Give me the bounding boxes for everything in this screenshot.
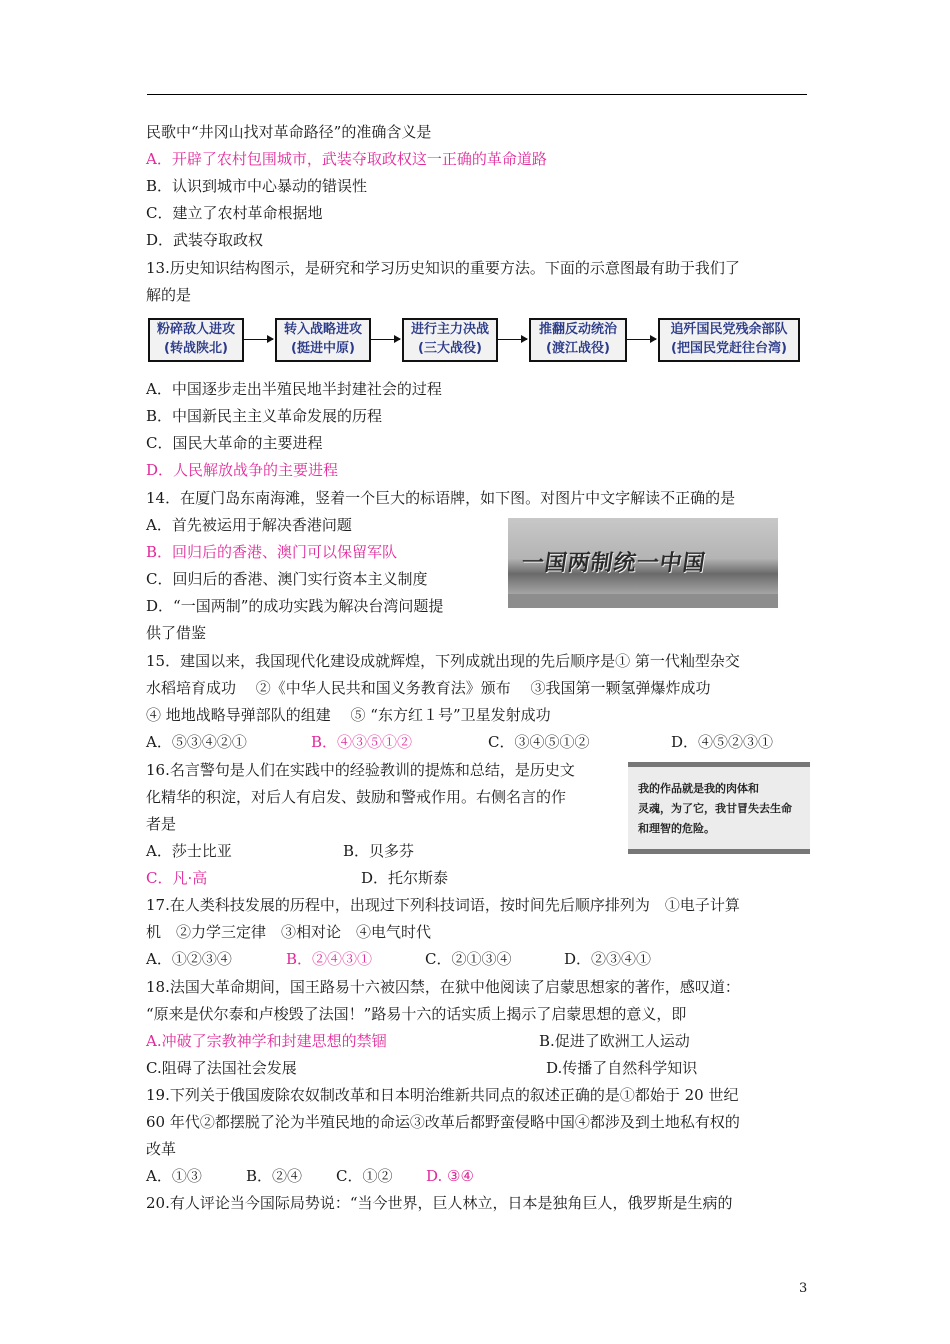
- answer-option: C．建立了农村革命根据地: [146, 204, 323, 222]
- text-line: “原来是伏尔泰和卢梭毁了法国！”路易十六的话实质上揭示了启蒙思想的意义，即: [146, 1005, 687, 1023]
- billboard-sign-text: 一国两制统一中国: [519, 551, 708, 576]
- answer-option: A．首先被运用于解决香港问题: [146, 516, 352, 534]
- question-16: 16.名言警句是人们在实践中的经验教训的提炼和总结，是历史文: [146, 761, 575, 779]
- answer-option: B．认识到城市中心暴动的错误性: [146, 177, 368, 195]
- answer-option: B．④③⑤①②: [311, 733, 413, 751]
- text-line: ④ 地地战略导弹部队的组建 ⑤ “东方红１号”卫星发射成功: [146, 706, 551, 724]
- answer-option: B.促进了欧洲工人运动: [539, 1032, 690, 1050]
- answer-option: B．回归后的香港、澳门可以保留军队: [146, 543, 398, 561]
- answer-option: A．中国逐步走出半殖民地半封建社会的过程: [146, 380, 442, 398]
- answer-option: C．②①③④: [425, 950, 512, 968]
- question-19: 19.下列关于俄国废除农奴制改革和日本明治维新共同点的叙述正确的是①都始于 20 世纪: [146, 1086, 739, 1104]
- answer-option: B．中国新民主主义革命发展的历程: [146, 407, 383, 425]
- answer-option: C．回归后的香港、澳门实行资本主义制度: [146, 570, 428, 588]
- text-line: 机 ②力学三定律 ③相对论 ④电气时代: [146, 923, 432, 941]
- answer-option: C．③④⑤①②: [488, 733, 590, 751]
- answer-option: D．武装夺取政权: [146, 231, 264, 249]
- question-14: 14．在厦门岛东南海滩，竖着一个巨大的标语牌，如下图。对图片中文字解读不正确的是: [146, 489, 736, 507]
- answer-option: D．②③④①: [564, 950, 652, 968]
- flow-arrow: [498, 339, 527, 340]
- page-number: 3: [799, 1281, 808, 1296]
- question-15: 15．建国以来，我国现代化建设成就辉煌，下列成就出现的先后顺序是① 第一代籼型杂交: [146, 652, 740, 670]
- text-line: 化精华的积淀，对后人有启发、鼓励和警戒作用。右侧名言的作: [146, 788, 567, 806]
- text-line: 者是: [146, 815, 177, 833]
- text-line: 改革: [146, 1140, 177, 1158]
- billboard-photo: [508, 518, 778, 608]
- answer-option: A．①②③④: [146, 950, 232, 968]
- text-line: 供了借鉴: [146, 624, 207, 642]
- answer-option: A．莎士比亚: [146, 842, 232, 860]
- answer-option: D．人民解放战争的主要进程: [146, 461, 339, 479]
- quote-box: 我的作品就是我的肉体和 灵魂，为了它，我甘冒失去生命 和理智的危险。: [628, 762, 810, 854]
- text-line: 解的是: [146, 286, 192, 304]
- answer-option: C．①②: [336, 1167, 393, 1185]
- answer-option: D.传播了自然科学知识: [546, 1059, 698, 1077]
- answer-option: B．②④: [246, 1167, 303, 1185]
- flow-box-2: 转入战略进攻 (挺进中原): [275, 318, 371, 362]
- flow-box-3: 进行主力决战 (三大战役): [402, 318, 498, 362]
- answer-option: A．开辟了农村包围城市，武装夺取政权这一正确的革命道路: [146, 150, 547, 168]
- answer-option: D．④⑤②③①: [671, 733, 774, 751]
- question-20: 20.有人评论当今国际局势说：“当今世界，巨人林立，日本是独角巨人，俄罗斯是生病的: [146, 1194, 733, 1212]
- answer-option: C.阻碍了法国社会发展: [146, 1059, 297, 1077]
- answer-option: C．国民大革命的主要进程: [146, 434, 323, 452]
- question-18: 18.法国大革命期间，国王路易十六被囚禁，在狱中他阅读了启蒙思想家的著作，感叹道：: [146, 978, 740, 996]
- answer-option: D．“一国两制”的成功实践为解决台湾问题提: [146, 597, 444, 615]
- answer-option: B．贝多芬: [343, 842, 415, 860]
- question-13: 13.历史知识结构图示，是研究和学习历史知识的重要方法。下面的示意图最有助于我们了: [146, 259, 740, 277]
- text-line: 60 年代②都摆脱了沦为半殖民地的命运③改革后都野蛮侵略中国④都涉及到土地私有权的: [146, 1113, 740, 1131]
- answer-option: A．①③: [146, 1167, 202, 1185]
- flow-box-1: 粉碎敌人进攻 (转战陕北): [148, 318, 244, 362]
- answer-option: D. ③④: [426, 1167, 474, 1185]
- header-rule: [147, 94, 807, 95]
- text-line: 水稻培育成功 ②《中华人民共和国义务教育法》颁布 ③我国第一颗氢弹爆炸成功: [146, 679, 711, 697]
- answer-option: A.冲破了宗教神学和封建思想的禁锢: [146, 1032, 387, 1050]
- question-17: 17.在人类科技发展的历程中，出现过下列科技词语，按时间先后顺序排列为 ①电子计算: [146, 896, 740, 914]
- flow-arrow: [627, 339, 656, 340]
- answer-option: C．凡·高: [146, 869, 208, 887]
- answer-option: A．⑤③④②①: [146, 733, 247, 751]
- flow-box-5: 追歼国民党残余部队 (把国民党赶往台湾): [658, 318, 800, 362]
- flow-arrow: [244, 339, 273, 340]
- flow-arrow: [371, 339, 400, 340]
- answer-option: D．托尔斯泰: [361, 869, 449, 887]
- text-line: 民歌中“井冈山找对革命路径”的准确含义是: [146, 123, 432, 141]
- flow-box-4: 推翻反动统治 (渡江战役): [529, 318, 627, 362]
- answer-option: B．②④③①: [286, 950, 373, 968]
